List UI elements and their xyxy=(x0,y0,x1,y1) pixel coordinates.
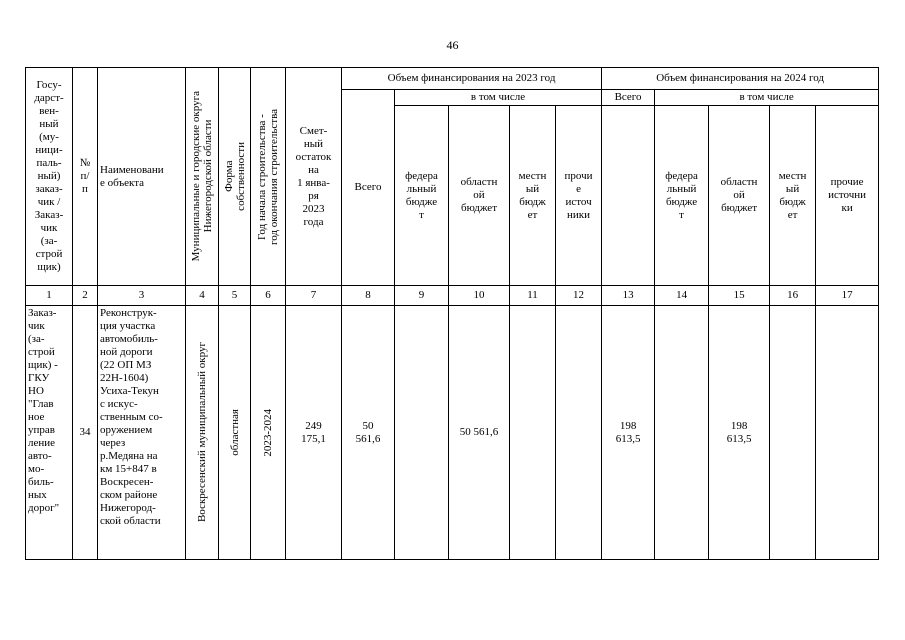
financing-table xyxy=(25,67,879,560)
header-municipality: Муниципальные и городские округа Нижегородской области xyxy=(186,68,219,286)
cell-years: 2023-2024 xyxy=(251,306,286,560)
cell-total-2023: 50 561,6 xyxy=(342,306,395,560)
col-num: 14 xyxy=(655,286,709,306)
header-balance: Смет- ный остаток на 1 янва- ря 2023 года xyxy=(286,68,342,286)
cell-municipality: Воскресенский муниципальный округ xyxy=(186,306,219,560)
cell-other-2024 xyxy=(816,306,879,560)
col-num: 13 xyxy=(602,286,655,306)
header-ownership: Форма собственности xyxy=(219,68,251,286)
header-local-2024: местн ый бюдж ет xyxy=(770,106,816,286)
header-including-2024: в том числе xyxy=(655,90,879,106)
col-num: 11 xyxy=(510,286,556,306)
header-total-2024-cont xyxy=(602,106,655,286)
header-total-2024: Всего xyxy=(602,90,655,106)
cell-ownership: областная xyxy=(219,306,251,560)
cell-other-2023 xyxy=(556,306,602,560)
col-num: 7 xyxy=(286,286,342,306)
col-num: 8 xyxy=(342,286,395,306)
cell-num: 34 xyxy=(73,306,98,560)
header-customer: Госу- дарст- вен- ный (му- ници- паль- ный) заказ- чик / Заказ- чик (за- строй щик) xyxy=(26,68,73,286)
page-number: 46 xyxy=(446,38,459,52)
col-num: 15 xyxy=(709,286,770,306)
col-num: 16 xyxy=(770,286,816,306)
col-num: 5 xyxy=(219,286,251,306)
col-num: 17 xyxy=(816,286,879,306)
header-fin-2024: Объем финансирования на 2024 год xyxy=(602,68,879,90)
cell-local-2023 xyxy=(510,306,556,560)
column-numbers-row xyxy=(26,286,879,306)
header-regional-2024: областн ой бюджет xyxy=(709,106,770,286)
col-num: 4 xyxy=(186,286,219,306)
col-num: 6 xyxy=(251,286,286,306)
header-federal-2024: федера льный бюдже т xyxy=(655,106,709,286)
col-num: 2 xyxy=(73,286,98,306)
header-including-2023: в том числе xyxy=(395,90,602,106)
header-local-2023: местн ый бюдж ет xyxy=(510,106,556,286)
header-other-2024: прочие источни ки xyxy=(816,106,879,286)
table-row xyxy=(26,306,879,560)
header-num: № п/ п xyxy=(73,68,98,286)
header-total-2023: Всего xyxy=(342,90,395,286)
cell-regional-2023: 50 561,6 xyxy=(449,306,510,560)
cell-total-2024: 198 613,5 xyxy=(602,306,655,560)
cell-balance: 249 175,1 xyxy=(286,306,342,560)
col-num: 3 xyxy=(98,286,186,306)
header-federal-2023: федера льный бюдже т xyxy=(395,106,449,286)
col-num: 9 xyxy=(395,286,449,306)
cell-federal-2023 xyxy=(395,306,449,560)
cell-local-2024 xyxy=(770,306,816,560)
header-name: Наименовани е объекта xyxy=(98,68,186,286)
header-years: Год начала строительства - год окончания строительства xyxy=(251,68,286,286)
header-regional-2023: областн ой бюджет xyxy=(449,106,510,286)
header-fin-2023: Объем финансирования на 2023 год xyxy=(342,68,602,90)
col-num: 1 xyxy=(26,286,73,306)
cell-customer: Заказ- чик (за- строй щик) - ГКУ НО "Глав ное управ ление авто- мо- биль- ных дорог" xyxy=(26,306,73,560)
header-other-2023: прочи е источ ники xyxy=(556,106,602,286)
cell-name: Реконструк- ция участка автомобиль- ной дороги (22 ОП МЗ 22Н-1604) Усиха-Текун с искус- ственным со- оружением через р.Медяна на км 15+847 в Воскресен- ском районе Нижегород- ской области xyxy=(98,306,186,560)
col-num: 12 xyxy=(556,286,602,306)
cell-federal-2024 xyxy=(655,306,709,560)
cell-regional-2024: 198 613,5 xyxy=(709,306,770,560)
col-num: 10 xyxy=(449,286,510,306)
